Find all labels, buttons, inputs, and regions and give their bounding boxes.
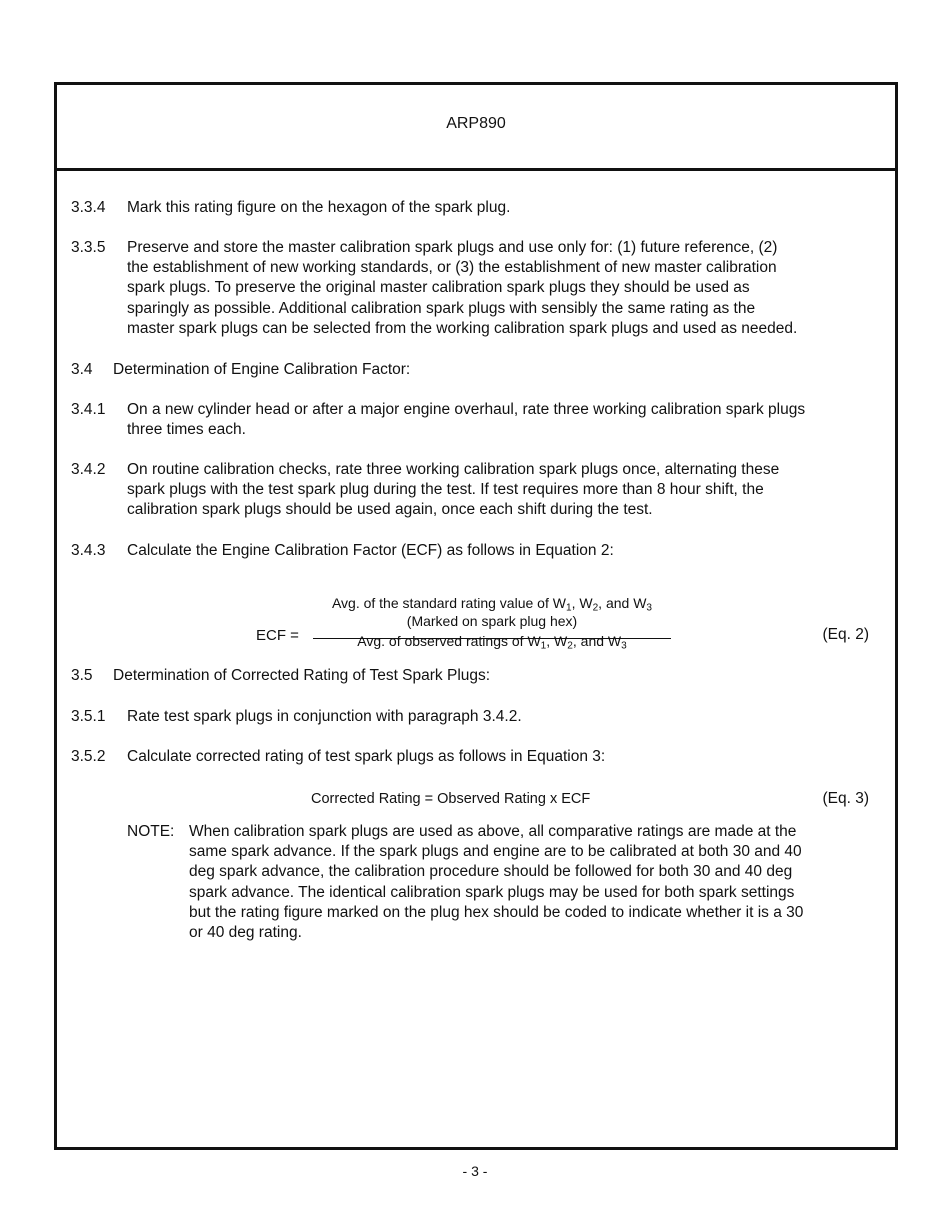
page-frame xyxy=(54,82,898,1150)
note-block xyxy=(127,822,877,943)
paragraph-3-5 xyxy=(71,666,871,686)
fraction-numerator-note: (Marked on spark plug hex) xyxy=(406,613,578,629)
fraction-denominator: Avg. of observed ratings of $W_1$, $W_2$, and $W_3$ xyxy=(357,633,627,652)
text-line: On routine calibration checks, rate three working calibration spark plugs once, alternating these xyxy=(127,461,780,478)
section-text: Rate test spark plugs in conjunction with paragraph 3.4.2. xyxy=(127,708,522,725)
section-number: 3.4.2 xyxy=(71,461,106,478)
text-line: When calibration spark plugs are used as above, all comparative ratings are made at the xyxy=(189,823,797,840)
paragraph-3-3-4 xyxy=(71,198,871,218)
text-line: deg spark advance, the calibration procedure should be followed for both 30 and 40 deg xyxy=(189,863,793,881)
text-line: spark plugs. To preserve the original master calibration spark plugs they should be used as xyxy=(127,279,750,297)
equation-number: (Eq. 2) xyxy=(822,626,869,643)
paragraph-3-4-3 xyxy=(71,541,871,561)
section-number: 3.5.1 xyxy=(71,708,106,725)
text-line: On a new cylinder head or after a major engine overhaul, rate three working calibration spark plugs xyxy=(127,401,806,418)
page-number: - 3 - xyxy=(462,1163,488,1179)
section-number: 3.3.4 xyxy=(71,199,106,216)
section-number: 3.3.5 xyxy=(71,239,106,256)
paragraph-3-4-2 xyxy=(71,460,871,521)
text-line: spark plugs with the test spark plug during the test. If test requires more than 8 hour shift, the xyxy=(127,481,764,499)
section-number: 3.4 xyxy=(71,361,93,378)
section-text: Calculate the Engine Calibration Factor (ECF) as follows in Equation 2: xyxy=(127,542,614,559)
equation-lhs: ECF = xyxy=(256,627,299,644)
note-label: NOTE: xyxy=(127,823,175,840)
page-header xyxy=(57,85,895,171)
text-line: or 40 deg rating. xyxy=(189,924,302,942)
paragraph-3-4 xyxy=(71,360,871,380)
section-number: 3.5 xyxy=(71,667,93,684)
text-line: sparingly as possible. Additional calibration spark plugs with sensibly the same rating as the xyxy=(127,299,756,317)
document-id: ARP890 xyxy=(446,115,506,132)
paragraph-3-5-2 xyxy=(71,747,871,767)
section-text: Mark this rating figure on the hexagon of the spark plug. xyxy=(127,199,511,216)
section-number: 3.4.1 xyxy=(71,401,106,418)
paragraph-3-5-1 xyxy=(71,707,871,727)
section-text: Calculate corrected rating of test spark plugs as follows in Equation 3: xyxy=(127,748,606,765)
section-number: 3.5.2 xyxy=(71,748,106,765)
text-line: master spark plugs can be selected from the working calibration spark plugs and used as needed. xyxy=(127,319,798,337)
text-line: same spark advance. If the spark plugs and engine are to be calibrated at both 30 and 40 xyxy=(189,843,802,861)
text-line: calibration spark plugs should be used again, once each shift during the test. xyxy=(127,501,653,519)
text-line: but the rating figure marked on the plug hex should be coded to indicate whether it is a 30 xyxy=(189,903,804,921)
paragraph-3-4-1 xyxy=(71,400,871,440)
equation-body: Corrected Rating = Observed Rating x ECF xyxy=(311,791,591,807)
text-line: spark advance. The identical calibration spark plugs may be used for both spark settings xyxy=(189,883,795,901)
section-number: 3.4.3 xyxy=(71,542,106,559)
equation-number: (Eq. 3) xyxy=(822,790,869,807)
section-heading: Determination of Corrected Rating of Test Spark Plugs: xyxy=(113,667,491,684)
section-heading: Determination of Engine Calibration Factor: xyxy=(113,361,411,378)
paragraph-3-3-5 xyxy=(71,238,871,339)
text-line: Preserve and store the master calibration spark plugs and use only for: (1) future reference, (2) xyxy=(127,239,778,256)
text-line: three times each. xyxy=(127,421,246,439)
fraction-numerator: Avg. of the standard rating value of $W_1$, $W_2$, and $W_3$ xyxy=(331,595,653,614)
text-line: the establishment of new working standards, or (3) the establishment of new master calibration xyxy=(127,259,777,277)
